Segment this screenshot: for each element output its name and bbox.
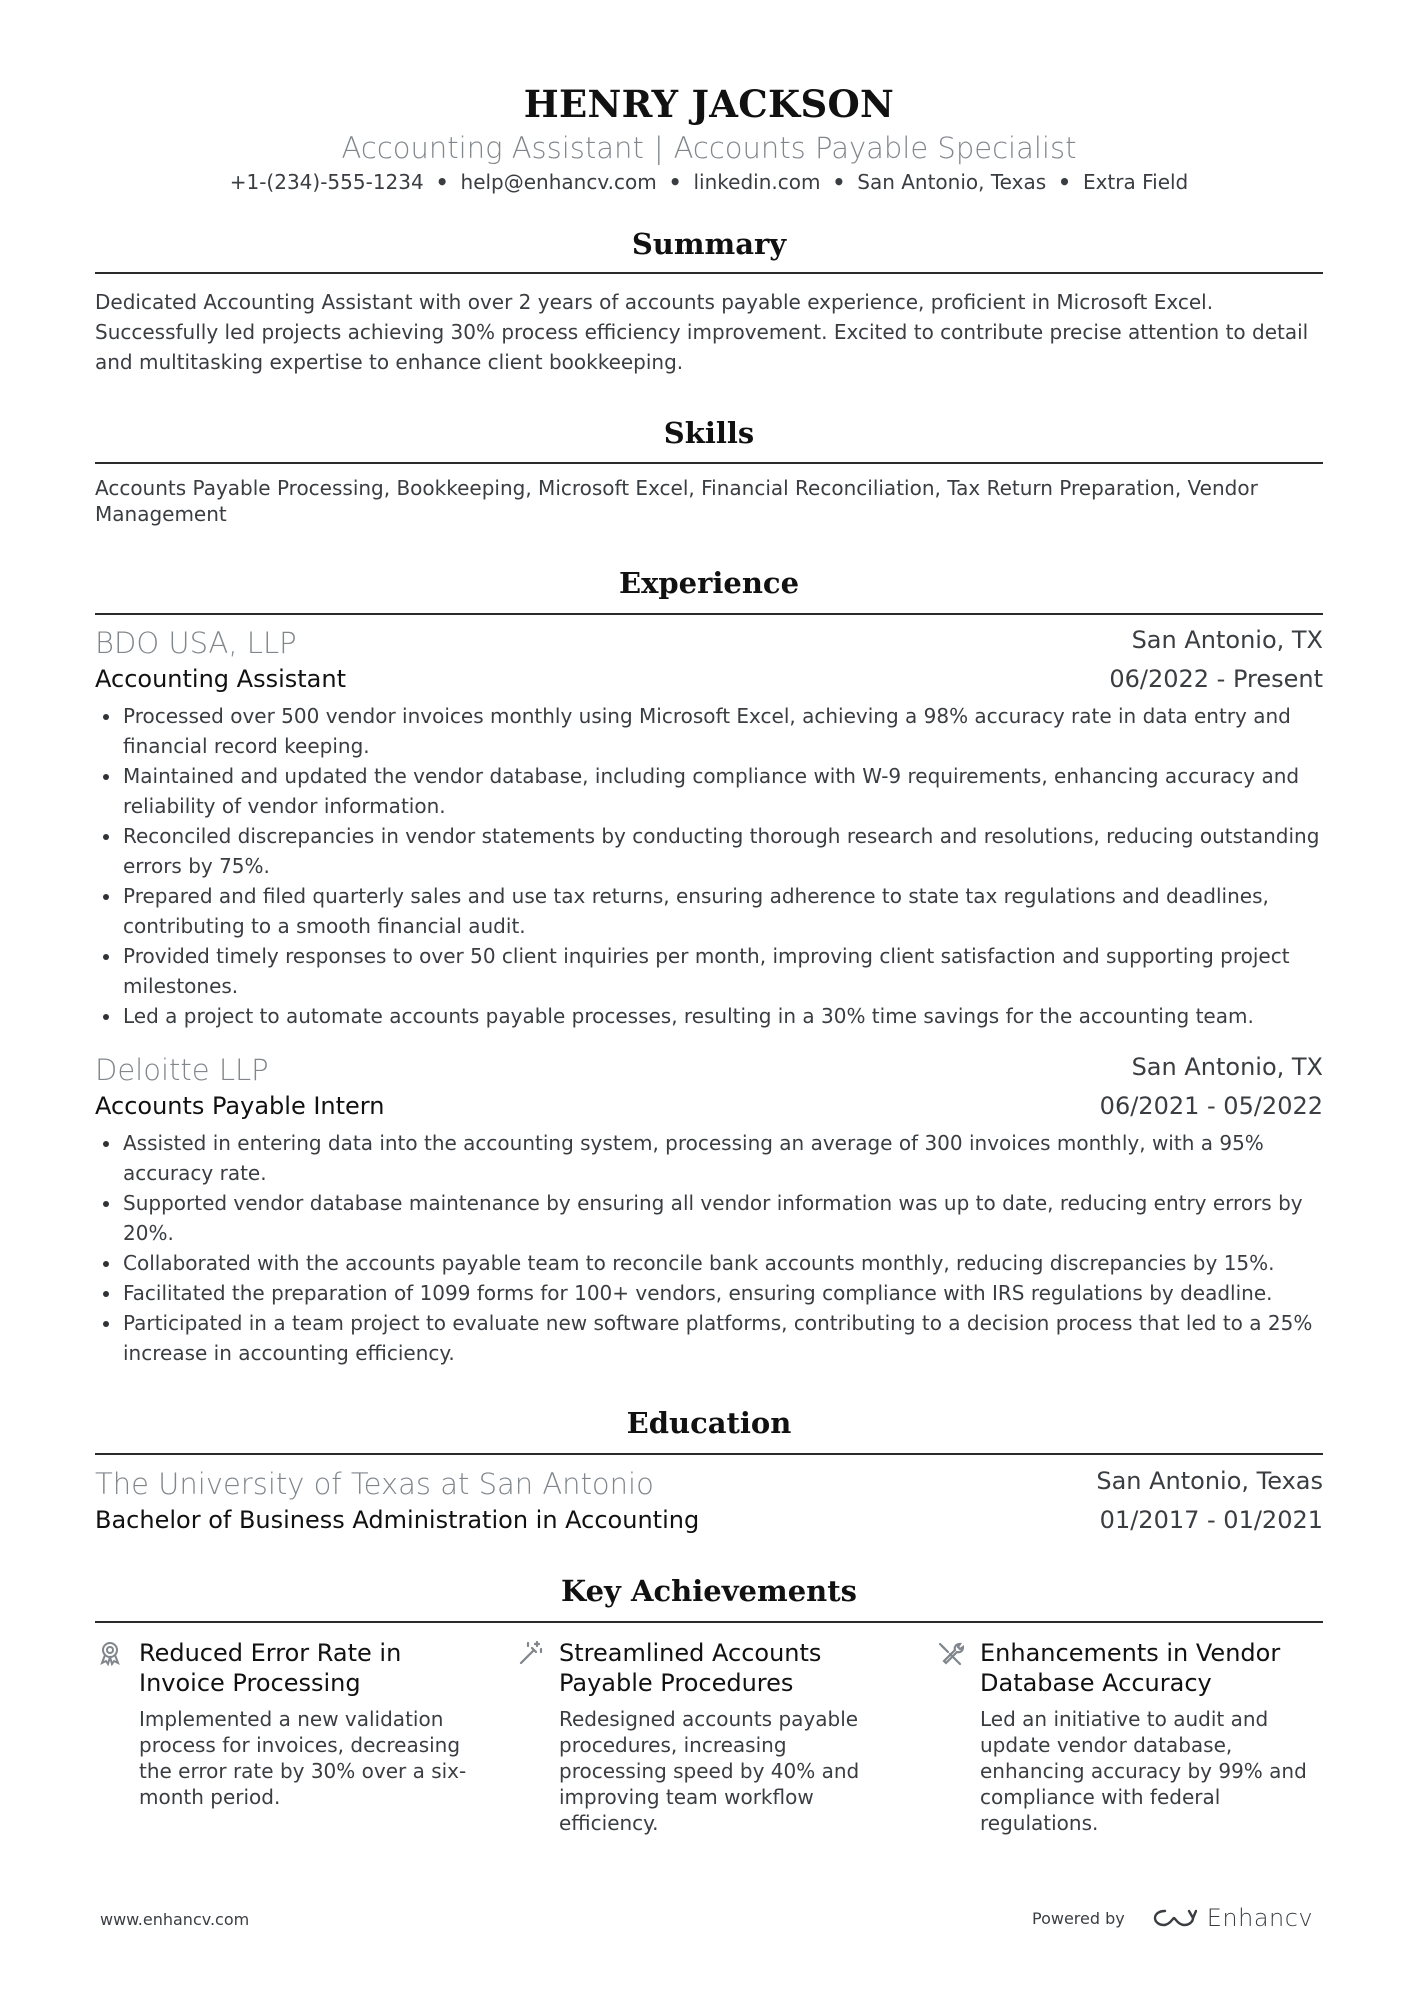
job-bullet: Processed over 500 vendor invoices monthly using Microsoft Excel, achieving a 98% accuracy rate in data entry and financial record keeping. xyxy=(95,701,1323,761)
experience-heading: Experience xyxy=(618,566,800,600)
job-location: San Antonio, TX xyxy=(1131,1053,1323,1081)
achievements-divider xyxy=(95,1621,1323,1623)
contact-separator: • xyxy=(1058,170,1071,194)
education-dates: 01/2017 - 01/2021 xyxy=(1099,1506,1323,1534)
achievement-description: Implemented a new validation process for invoices, decreasing the error rate by 30% over a six-month period. xyxy=(139,1707,467,1809)
job-bullet: Led a project to automate accounts payable processes, resulting in a 30% time savings for the accounting team. xyxy=(95,1001,1323,1031)
enhancv-logo-icon xyxy=(1151,1906,1197,1930)
job-bullets xyxy=(95,1128,1323,1368)
footer-powered-by xyxy=(1032,1898,1313,1938)
job-location: San Antonio, TX xyxy=(1131,626,1323,654)
candidate-headline xyxy=(95,131,1323,165)
education-location: San Antonio, Texas xyxy=(1096,1467,1323,1495)
powered-by-label: Powered by xyxy=(1032,1908,1125,1928)
job-bullet: Maintained and updated the vendor database, including compliance with W-9 requirements, enhancing accuracy and reliability of vendor information. xyxy=(95,761,1323,821)
achievement-title: Streamlined Accounts Payable Procedures xyxy=(559,1639,822,1697)
job-bullet: Facilitated the preparation of 1099 forms for 100+ vendors, ensuring compliance with IRS regulations by deadline. xyxy=(95,1278,1323,1308)
summary-heading: Summary xyxy=(631,227,787,261)
skills-divider xyxy=(95,462,1323,464)
job-bullet: Assisted in entering data into the accounting system, processing an average of 300 invoices monthly, with a 95% accuracy rate. xyxy=(95,1128,1323,1188)
headline-secondary: Accounts Payable Specialist xyxy=(673,131,1077,165)
job-role: Accounting Assistant xyxy=(95,665,346,693)
contact-info xyxy=(95,170,1323,194)
job-bullet: Collaborated with the accounts payable team to reconcile bank accounts monthly, reducing discrepancies by 15%. xyxy=(95,1248,1323,1278)
skills-text: Accounts Payable Processing, Bookkeeping, Microsoft Excel, Financial Reconciliation, Tax Return Preparation, Vendor Management xyxy=(95,476,1258,526)
achievement-title: Enhancements in Vendor Database Accuracy xyxy=(980,1639,1281,1697)
job-role: Accounts Payable Intern xyxy=(95,1092,385,1120)
job-bullet: Participated in a team project to evaluate new software platforms, contributing to a decision process that led to a 25% increase in accounting efficiency. xyxy=(95,1308,1323,1368)
achievements-heading: Key Achievements xyxy=(561,1574,857,1608)
contact-separator: • xyxy=(832,170,846,194)
contact-separator: • xyxy=(435,170,449,194)
job-bullet: Reconciled discrepancies in vendor statements by conducting thorough research and resolutions, reducing outstanding errors by 75%. xyxy=(95,821,1323,881)
magic-wand-icon xyxy=(517,1640,543,1666)
tools-icon xyxy=(938,1640,964,1666)
job-dates: 06/2021 - 05/2022 xyxy=(1099,1092,1323,1120)
job-bullet: Prepared and filed quarterly sales and use tax returns, ensuring adherence to state tax regulations and deadlines, contributing to a smooth financial audit. xyxy=(95,881,1323,941)
award-ribbon-icon xyxy=(97,1640,123,1666)
job-bullets xyxy=(95,701,1323,1031)
enhancv-logo[interactable] xyxy=(1151,1904,1313,1932)
headline-primary: Accounting Assistant xyxy=(341,131,644,165)
contact-location: San Antonio, Texas xyxy=(857,170,1047,194)
brand-name: Enhancv xyxy=(1206,1904,1314,1932)
contact-separator: • xyxy=(668,170,682,194)
headline-separator: | xyxy=(653,131,664,165)
job-bullet: Provided timely responses to over 50 client inquiries per month, improving client satisfaction and supporting project milestones. xyxy=(95,941,1323,1001)
skills-heading: Skills xyxy=(663,416,755,450)
contact-linkedin[interactable]: linkedin.com xyxy=(693,170,821,194)
summary-text: Dedicated Accounting Assistant with over 2 years of accounts payable experience, proficient in Microsoft Excel. Successfully led projects achieving 30% process efficiency improvement. Excited to contribute precise attention to detail and multitasking expertise to enhance client bookkeeping. xyxy=(95,290,1309,374)
summary-divider xyxy=(95,272,1323,274)
achievement-description: Redesigned accounts payable procedures, increasing processing speed by 40% and improving team workflow efficiency. xyxy=(559,1707,860,1835)
job-bullet: Supported vendor database maintenance by ensuring all vendor information was up to date, reducing entry errors by 20%. xyxy=(95,1188,1323,1248)
education-heading: Education xyxy=(626,1406,792,1440)
candidate-name: HENRY JACKSON xyxy=(523,82,895,126)
experience-divider xyxy=(95,613,1323,615)
job-company: Deloitte LLP xyxy=(95,1053,269,1087)
job-dates: 06/2022 - Present xyxy=(1109,665,1323,693)
contact-email[interactable]: help@enhancv.com xyxy=(460,170,657,194)
contact-phone[interactable]: +1-(234)-555-1234 xyxy=(229,170,424,194)
job-company: BDO USA, LLP xyxy=(95,626,297,660)
education-divider xyxy=(95,1453,1323,1455)
education-degree: Bachelor of Business Administration in Accounting xyxy=(95,1506,700,1534)
education-school: The University of Texas at San Antonio xyxy=(95,1467,654,1501)
achievement-title: Reduced Error Rate in Invoice Processing xyxy=(139,1639,402,1697)
contact-extra-field: Extra Field xyxy=(1082,170,1189,194)
achievement-description: Led an initiative to audit and update vendor database, enhancing accuracy by 99% and compliance with federal regulations. xyxy=(980,1707,1307,1835)
footer-website[interactable]: www.enhancv.com xyxy=(100,1910,250,1929)
